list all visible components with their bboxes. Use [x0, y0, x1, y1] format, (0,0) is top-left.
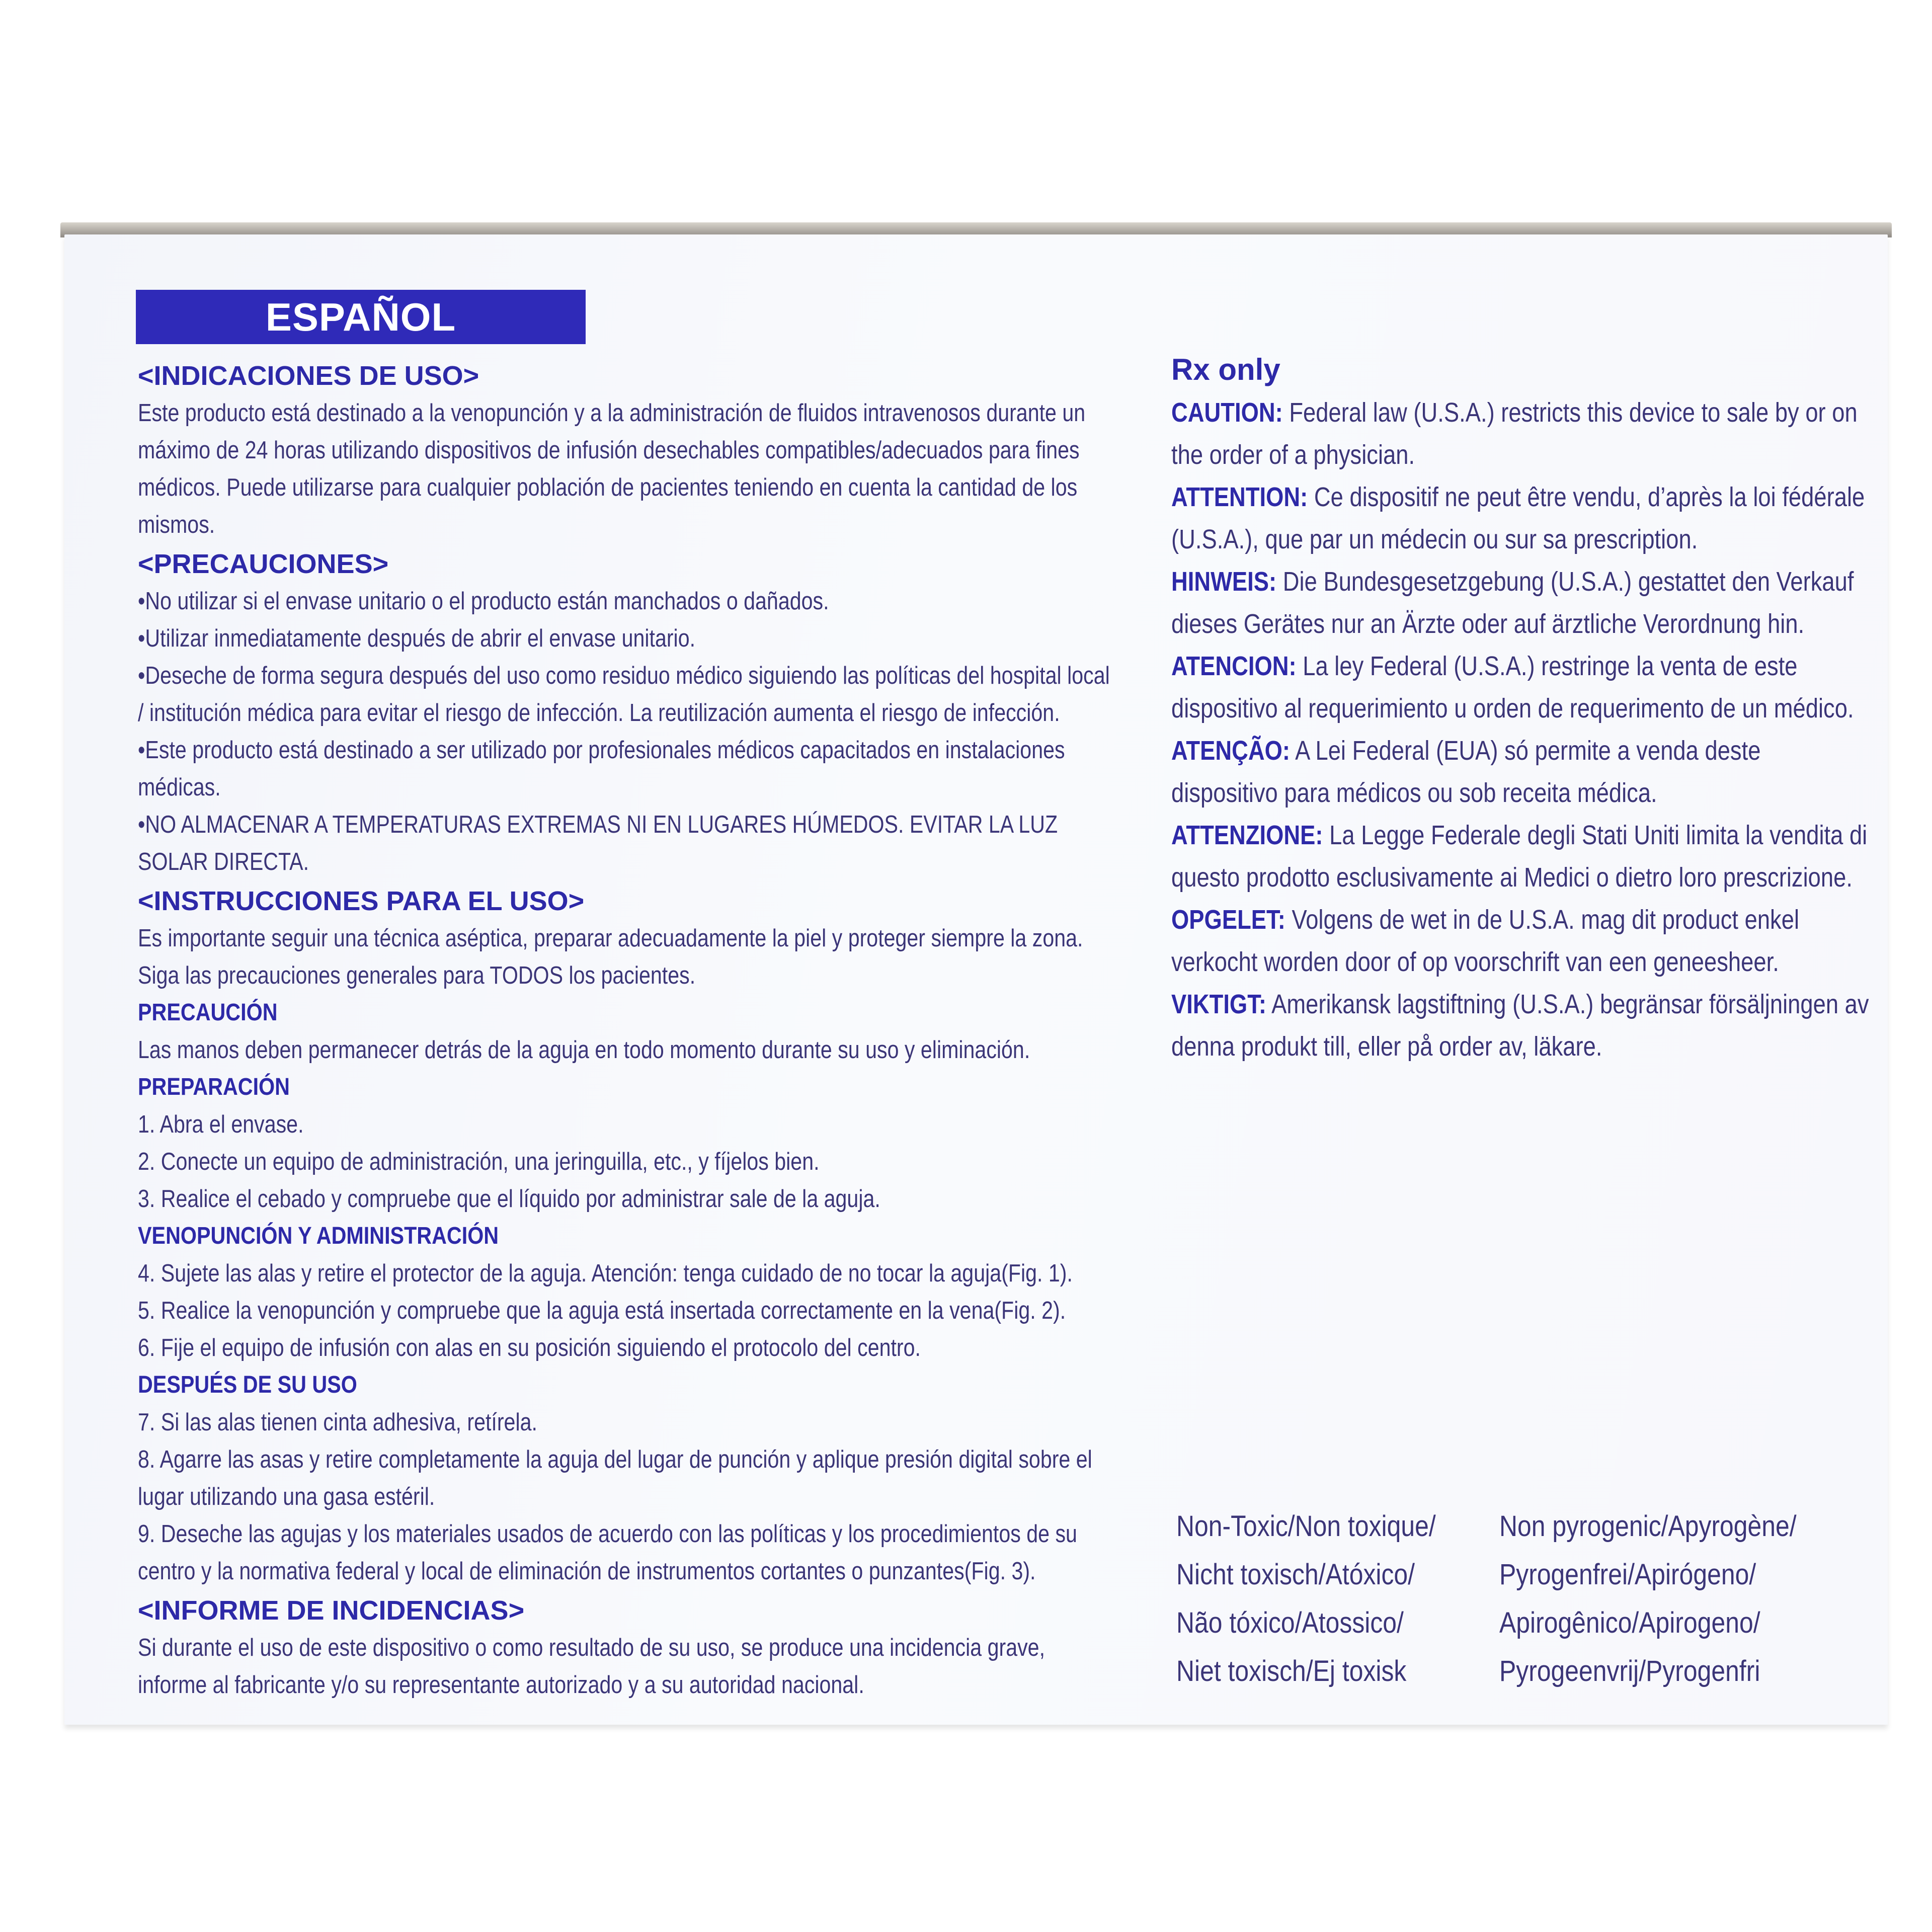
informe-text: Si durante el uso de este dispositivo o como resultado de su uso, se produce una incidencia grave, informe al fabricante y/o su representante autorizado y a su autoridad nacional.: [138, 1634, 1045, 1699]
non-pyrogenic-list: [1499, 1502, 1797, 1696]
package-panel: [64, 234, 1888, 1725]
warning-label: CAUTION:: [1171, 397, 1283, 428]
non-toxic-line: Nicht toxisch/Atóxico/: [1176, 1558, 1415, 1591]
precauciones-heading: <PRECAUCIONES>: [138, 549, 389, 579]
warning-label: ATTENTION:: [1171, 482, 1308, 512]
instrucciones-heading: <INSTRUCCIONES PARA EL USO>: [138, 886, 585, 916]
warning-attenzione: [1171, 814, 1873, 899]
warning-text: Amerikansk lagstiftning (U.S.A.) begränsar försäljningen av denna produkt till, eller på order av, läkare.: [1171, 989, 1869, 1062]
rx-only-label: Rx only: [1171, 353, 1280, 386]
step-item: 5. Realice la venopunción y compruebe que la aguja está insertada correctamente en la vena(Fig. 2).: [138, 1297, 1066, 1324]
step-item: 7. Si las alas tienen cinta adhesiva, retírela.: [138, 1409, 537, 1436]
despues-heading: DESPUÉS DE SU USO: [138, 1372, 357, 1398]
warning-attention: [1171, 476, 1873, 560]
indicaciones-heading: <INDICACIONES DE USO>: [138, 361, 479, 391]
spanish-instructions: [138, 355, 1114, 1704]
step-item: 6. Fije el equipo de infusión con alas en su posición siguiendo el protocolo del centro.: [138, 1334, 921, 1361]
precaution-item: •Este producto está destinado a ser utilizado por profesionales médicos capacitados en instalaciones médicas.: [138, 737, 1065, 801]
warning-caution: [1171, 391, 1873, 476]
warning-atencion: [1171, 645, 1873, 730]
non-toxic-line: Não tóxico/Atossico/: [1176, 1606, 1404, 1639]
step-item: 1. Abra el envase.: [138, 1111, 304, 1138]
warning-label: ATTENZIONE:: [1171, 820, 1323, 850]
precaution-item: •No utilizar si el envase unitario o el producto están manchados o dañados.: [138, 588, 829, 615]
step-item: 9. Deseche las agujas y los materiales usados de acuerdo con las políticas y los procedimientos de su centro y la normativa federal y local de eliminación de instrumentos cortantes o punzantes(Fig. 3).: [138, 1520, 1077, 1585]
warning-text: La ley Federal (U.S.A.) restringe la venta de este dispositivo al requerimiento u orden de requerimento de un médico.: [1171, 651, 1854, 723]
non-pyrogenic-line: Apirogênico/Apirogeno/: [1499, 1606, 1760, 1639]
warning-label: HINWEIS:: [1171, 567, 1277, 597]
informe-heading: <INFORME DE INCIDENCIAS>: [138, 1595, 525, 1626]
language-banner: ESPAÑOL: [136, 290, 586, 344]
non-toxic-list: [1176, 1502, 1436, 1696]
warning-viktigt: [1171, 983, 1873, 1068]
non-toxic-line: Niet toxisch/Ej toxisk: [1176, 1655, 1407, 1687]
warning-label: ATENÇÃO:: [1171, 736, 1291, 766]
precaution-item: •Utilizar inmediatamente después de abrir el envase unitario.: [138, 625, 696, 652]
precaution-item: •Deseche de forma segura después del uso como residuo médico siguiendo las políticas del hospital local / institución médica para evitar el riesgo de infección. La reutilización aumenta el riesgo de infección.: [138, 662, 1110, 727]
warning-text: A Lei Federal (EUA) só permite a venda deste dispositivo para médicos ou sob receita médica.: [1171, 736, 1761, 808]
non-pyrogenic-line: Non pyrogenic/Apyrogène/: [1499, 1510, 1797, 1543]
preparacion-heading: PREPARACIÓN: [138, 1074, 290, 1100]
warning-text: La Legge Federale degli Stati Uniti limita la vendita di questo prodotto esclusivamente ai Medici o dietro loro prescrizione.: [1171, 820, 1868, 893]
warning-opgelet: [1171, 899, 1873, 983]
warning-hinweis: [1171, 560, 1873, 645]
rx-warnings: [1171, 348, 1871, 1068]
precaucion-heading: PRECAUCIÓN: [138, 999, 278, 1026]
warning-text: Federal law (U.S.A.) restricts this device to sale by or on the order of a physician.: [1171, 397, 1858, 470]
warning-label: OPGELET:: [1171, 905, 1285, 935]
step-item: 8. Agarre las asas y retire completamente la aguja del lugar de punción y aplique presión digital sobre el lugar utilizando una gasa estéril.: [138, 1446, 1092, 1510]
step-item: 3. Realice el cebado y compruebe que el líquido por administrar sale de la aguja.: [138, 1185, 880, 1213]
warning-text: Ce dispositif ne peut être vendu, d’après la loi fédérale (U.S.A.), que par un médecin ou sur sa prescription.: [1171, 482, 1865, 554]
indicaciones-text: Este producto está destinado a la venopunción y a la administración de fluidos intravenosos durante un máximo de 24 horas utilizando dispositivos de infusión desechables compatibles/adecuados para fines médicos. Puede utilizarse para cualquier población de pacientes teniendo en cuenta la cantidad de los mismos.: [138, 399, 1086, 538]
warning-text: Volgens de wet in de U.S.A. mag dit product enkel verkocht worden door of op voorschrift van een geneesheer.: [1171, 905, 1800, 977]
venopuncion-heading: VENOPUNCIÓN Y ADMINISTRACIÓN: [138, 1223, 499, 1249]
warning-label: ATENCION:: [1171, 651, 1297, 681]
warning-text: Die Bundesgesetzgebung (U.S.A.) gestattet den Verkauf dieses Gerätes nur an Ärzte oder auf ärztliche Verordnung hin.: [1171, 567, 1854, 639]
precaution-item: •NO ALMACENAR A TEMPERATURAS EXTREMAS NI EN LUGARES HÚMEDOS. EVITAR LA LUZ SOLAR DIRECTA.: [138, 811, 1058, 875]
non-pyrogenic-line: Pyrogeenvrij/Pyrogenfri: [1499, 1655, 1760, 1687]
warning-atencao: [1171, 730, 1873, 814]
step-item: 2. Conecte un equipo de administración, una jeringuilla, etc., y fíjelos bien.: [138, 1148, 820, 1175]
precaucion-text: Las manos deben permanecer detrás de la aguja en todo momento durante su uso y eliminación.: [138, 1036, 1030, 1064]
non-pyrogenic-line: Pyrogenfrei/Apirógeno/: [1499, 1558, 1756, 1591]
step-item: 4. Sujete las alas y retire el protector de la aguja. Atención: tenga cuidado de no tocar la aguja(Fig. 1).: [138, 1260, 1073, 1287]
instrucciones-text: Es importante seguir una técnica aséptica, preparar adecuadamente la piel y proteger siempre la zona. Siga las precauciones generales para TODOS los pacientes.: [138, 925, 1083, 989]
non-toxic-line: Non-Toxic/Non toxique/: [1176, 1510, 1436, 1543]
warning-label: VIKTIGT:: [1171, 989, 1266, 1019]
